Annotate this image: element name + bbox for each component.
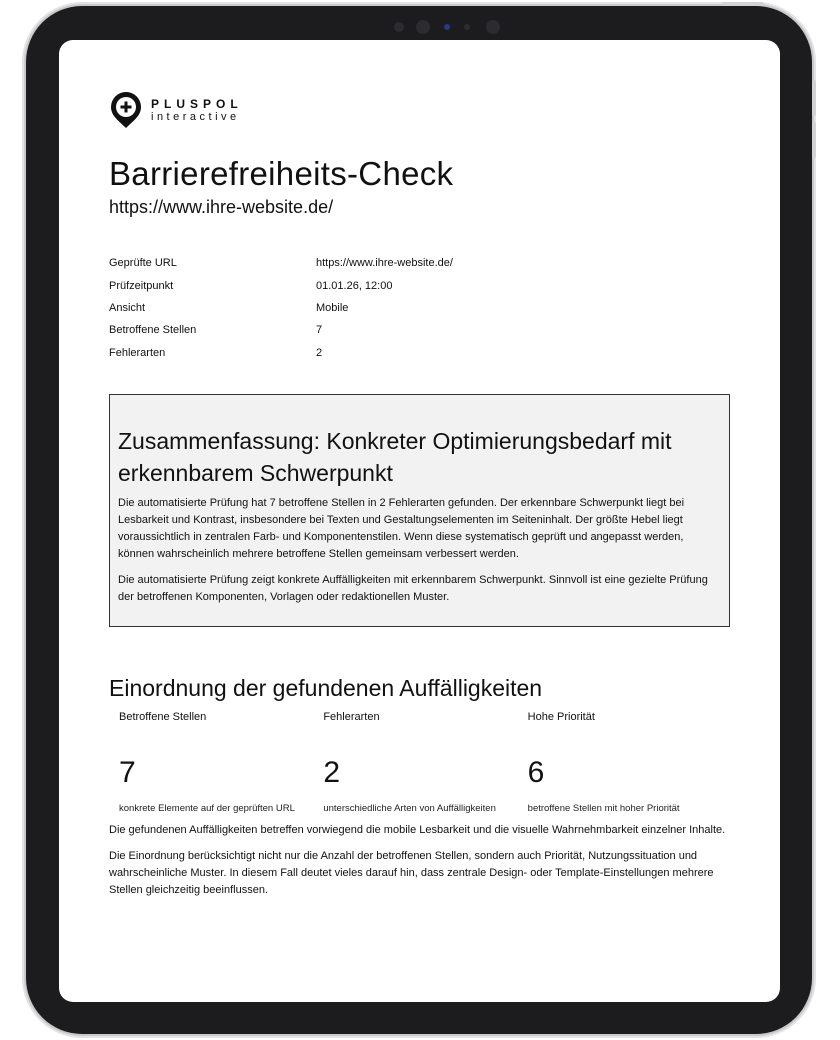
location-pin-plus-icon — [109, 90, 143, 130]
stats-row — [109, 711, 732, 816]
meta-row — [109, 342, 732, 364]
meta-row — [109, 297, 732, 319]
classification-paragraph: Die gefundenen Auffälligkeiten betreffen vorwiegend die mobile Lesbarkeit und die visuelle Wahrnehmbarkeit einzelner Inhalte. — [109, 823, 726, 836]
report-content — [109, 90, 732, 899]
camera-indicator — [444, 24, 450, 30]
meta-label: Geprüfte URL — [109, 257, 177, 270]
sensor-dot — [464, 24, 470, 30]
meta-label: Fehlerarten — [109, 346, 166, 359]
stat-label: Hohe Priorität — [527, 710, 595, 723]
meta-table — [109, 252, 732, 364]
stat-value: 6 — [527, 755, 545, 789]
meta-label: Betroffene Stellen — [109, 324, 197, 337]
logo-name: PLUSPOL — [151, 96, 243, 111]
meta-row — [109, 319, 732, 341]
pluspol-logo[interactable] — [109, 90, 732, 130]
logo-subtitle: interactive — [151, 110, 240, 123]
stat-label: Betroffene Stellen — [119, 710, 207, 723]
stat-description: konkrete Elemente auf der geprüften URL — [119, 802, 295, 814]
logo-wordmark — [151, 98, 243, 123]
camera-lens — [486, 20, 500, 34]
screen — [59, 40, 780, 1002]
stat-value: 7 — [119, 755, 136, 789]
camera-bar — [386, 18, 506, 36]
camera-lens — [416, 20, 430, 34]
stat-error-types — [323, 711, 527, 816]
meta-value: 01.01.26, 12:00 — [316, 279, 393, 292]
sensor-dot — [394, 22, 404, 32]
meta-value: Mobile — [316, 301, 349, 314]
meta-label: Ansicht — [109, 301, 146, 314]
volume-down-button[interactable] — [812, 122, 816, 158]
stat-description: betroffene Stellen mit hoher Priorität — [527, 802, 680, 814]
meta-value: 7 — [316, 324, 323, 337]
meta-value: https://www.ihre-website.de/ — [316, 257, 453, 270]
stat-value: 2 — [323, 755, 341, 789]
section-title: Einordnung der gefundenen Auffälligkeiten — [109, 674, 543, 701]
meta-row — [109, 252, 732, 274]
stat-affected-spots — [119, 711, 323, 816]
stat-description: unterschiedliche Arten von Auffälligkeiten — [323, 802, 496, 814]
summary-paragraph: Die automatisierte Prüfung zeigt konkrete Auffälligkeiten mit erkennbarem Schwerpunkt. Sinnvoll ist eine gezielte Prüfung der betroffenen Komponenten, Vorlagen oder redaktionellen Muster. — [118, 573, 708, 603]
meta-value: 2 — [316, 346, 323, 359]
summary-box — [109, 394, 730, 627]
meta-row — [109, 274, 732, 296]
stat-high-priority — [528, 711, 732, 816]
summary-title: Zusammenfassung: Konkreter Optimierungsbedarf mit erkennbarem Schwerpunkt — [118, 427, 672, 486]
page-title: Barrierefreiheits-Check — [109, 155, 454, 192]
stat-label: Fehlerarten — [323, 710, 380, 723]
classification-paragraph: Die Einordnung berücksichtigt nicht nur die Anzahl der betroffenen Stellen, sondern auch Priorität, Nutzungssituation und wahrscheinliche Muster. In diesem Fall deutet vieles darauf hin, dass zentrale Design- oder Template-Einstellungen mehrere Stellen gleichzeitig beeinflussen. — [109, 849, 714, 896]
meta-label: Prüfzeitpunkt — [109, 279, 174, 292]
checked-url-heading: https://www.ihre-website.de/ — [109, 197, 334, 217]
summary-paragraph: Die automatisierte Prüfung hat 7 betroffene Stellen in 2 Fehlerarten gefunden. Der erkennbare Schwerpunkt liegt bei Lesbarkeit und Kontrast, insbesondere bei Texten und Gestaltungselementen im Seiteninhalt. Der größte Hebel liegt voraussichtlich in zentralen Farb- und Komponentenstilen. Wenn diese systematisch geprüft und angepasst werden, können wahrscheinlich mehrere betroffene Stellen gemeinsam verbessert werden. — [118, 496, 685, 560]
volume-up-button[interactable] — [812, 80, 816, 116]
top-button[interactable] — [722, 2, 764, 6]
